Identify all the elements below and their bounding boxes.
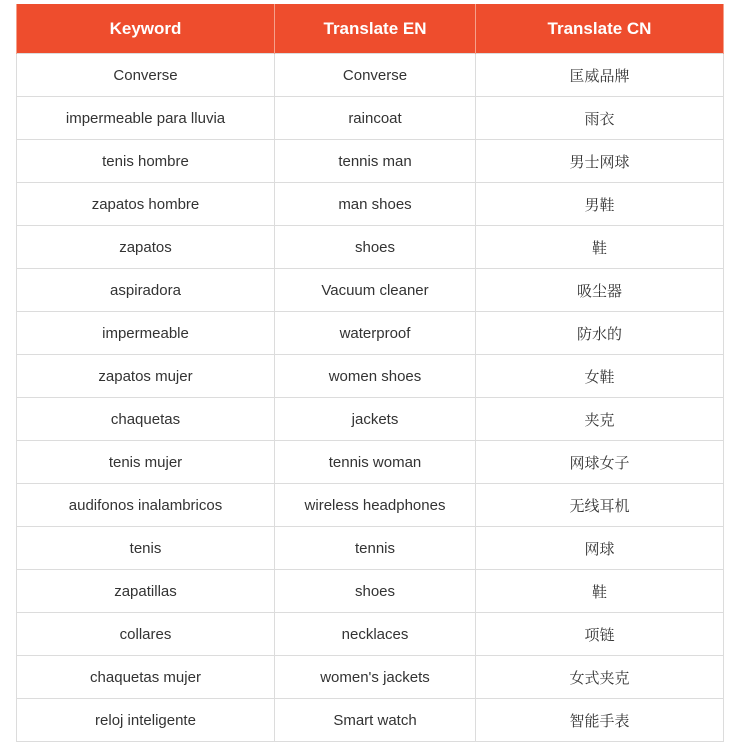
translate-cn-cell: 智能手表 [476,699,724,742]
translate-cn-cell: 男士网球 [476,140,724,183]
keyword-cell: tenis hombre [17,140,275,183]
translate-cn-cell: 鞋 [476,226,724,269]
header-translate-en: Translate EN [275,4,476,54]
table-row [17,54,724,97]
table-row [17,699,724,742]
translate-en-cell: jackets [275,398,476,441]
translate-cn-cell: 网球 [476,527,724,570]
translate-cn-cell: 匡威品牌 [476,54,724,97]
translate-en-cell: raincoat [275,97,476,140]
table-row [17,355,724,398]
translate-en-cell: tennis man [275,140,476,183]
table-row [17,613,724,656]
keyword-cell: chaquetas [17,398,275,441]
table-row [17,484,724,527]
translate-en-cell: Smart watch [275,699,476,742]
translate-cn-cell: 女式夹克 [476,656,724,699]
translate-en-cell: shoes [275,570,476,613]
table-row [17,312,724,355]
keyword-cell: chaquetas mujer [17,656,275,699]
translate-en-cell: wireless headphones [275,484,476,527]
header-keyword: Keyword [17,4,275,54]
translate-cn-cell: 女鞋 [476,355,724,398]
translate-en-cell: women shoes [275,355,476,398]
table-row [17,656,724,699]
translate-en-cell: women's jackets [275,656,476,699]
table-header [17,4,724,54]
keyword-cell: zapatillas [17,570,275,613]
keyword-cell: impermeable [17,312,275,355]
translate-cn-cell: 吸尘器 [476,269,724,312]
translate-en-cell: waterproof [275,312,476,355]
translate-en-cell: Converse [275,54,476,97]
translate-en-cell: tennis woman [275,441,476,484]
keyword-cell: zapatos [17,226,275,269]
translate-en-cell: man shoes [275,183,476,226]
table-row [17,226,724,269]
translate-en-cell: shoes [275,226,476,269]
translate-cn-cell: 网球女子 [476,441,724,484]
translate-cn-cell: 雨衣 [476,97,724,140]
table-row [17,269,724,312]
translate-en-cell: necklaces [275,613,476,656]
keyword-cell: Converse [17,54,275,97]
table-row [17,441,724,484]
translate-en-cell: Vacuum cleaner [275,269,476,312]
keyword-cell: audifonos inalambricos [17,484,275,527]
keyword-cell: tenis mujer [17,441,275,484]
translate-cn-cell: 男鞋 [476,183,724,226]
table-row [17,140,724,183]
keyword-cell: collares [17,613,275,656]
keyword-cell: zapatos mujer [17,355,275,398]
keyword-cell: impermeable para lluvia [17,97,275,140]
translate-cn-cell: 无线耳机 [476,484,724,527]
table-row [17,398,724,441]
table-row [17,570,724,613]
table-row [17,527,724,570]
translate-en-cell: tennis [275,527,476,570]
keyword-translation-table-container [16,4,723,742]
table-body [17,54,724,742]
table-row [17,97,724,140]
translate-cn-cell: 夹克 [476,398,724,441]
keyword-translation-table [16,4,724,742]
translate-cn-cell: 项链 [476,613,724,656]
translate-cn-cell: 鞋 [476,570,724,613]
header-row [17,4,724,54]
table-row [17,183,724,226]
keyword-cell: reloj inteligente [17,699,275,742]
header-translate-cn: Translate CN [476,4,724,54]
keyword-cell: aspiradora [17,269,275,312]
keyword-cell: tenis [17,527,275,570]
keyword-cell: zapatos hombre [17,183,275,226]
translate-cn-cell: 防水的 [476,312,724,355]
